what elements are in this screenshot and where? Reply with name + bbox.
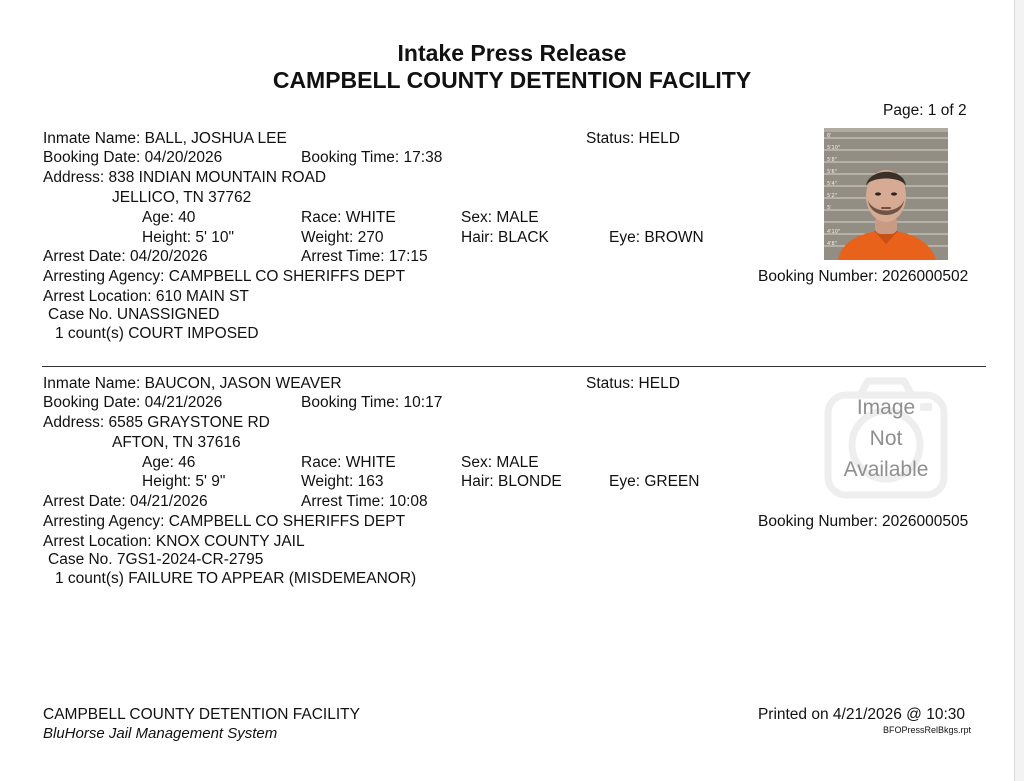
no-image-text: Image: [856, 396, 916, 419]
arresting-agency: Arresting Agency: CAMPBELL CO SHERIFFS DEPT: [43, 268, 406, 285]
address: Address: 6585 GRAYSTONE RD: [43, 414, 270, 431]
facility-title: CAMPBELL COUNTY DETENTION FACILITY: [272, 67, 752, 93]
ruler-mark: 5'2": [827, 193, 838, 199]
arresting-agency: Arresting Agency: CAMPBELL CO SHERIFFS DEPT: [43, 513, 406, 530]
weight: Weight: 270: [301, 229, 384, 246]
height: Height: 5' 10": [142, 229, 235, 246]
city-state-zip: JELLICO, TN 37762: [112, 189, 252, 206]
no-image-text: Not: [869, 427, 903, 450]
eye: Eye: BROWN: [609, 229, 704, 246]
ruler-mark: 5'6": [827, 169, 838, 175]
weight: Weight: 163: [301, 473, 384, 490]
address: Address: 838 INDIAN MOUNTAIN ROAD: [43, 169, 327, 186]
status: Status: HELD: [586, 375, 680, 392]
hair: Hair: BLONDE: [461, 473, 562, 490]
arrest-time: Arrest Time: 10:08: [301, 493, 428, 510]
ruler-mark: 5'10": [827, 145, 841, 151]
report-filename: BFOPressRelBkgs.rpt: [882, 725, 971, 735]
charge: 1 count(s) FAILURE TO APPEAR (MISDEMEANOR): [55, 570, 417, 587]
booking-time: Booking Time: 17:38: [301, 149, 443, 166]
inmate-name: Inmate Name: BALL, JOSHUA LEE: [43, 130, 287, 147]
arrest-time: Arrest Time: 17:15: [301, 248, 428, 265]
race: Race: WHITE: [301, 454, 396, 471]
no-image-text: Available: [843, 458, 929, 481]
age: Age: 46: [142, 454, 196, 471]
ruler-mark: 6': [827, 133, 832, 139]
ruler-mark: 5'8": [827, 157, 838, 163]
case-number: Case No. 7GS1-2024-CR-2795: [48, 551, 264, 568]
case-number: Case No. UNASSIGNED: [48, 306, 220, 323]
arrest-location: Arrest Location: KNOX COUNTY JAIL: [43, 533, 305, 550]
footer-system: BluHorse Jail Management System: [43, 725, 278, 742]
page-indicator: Page: 1 of 2: [883, 102, 967, 119]
ruler-mark: 4'8": [827, 241, 838, 247]
printed-timestamp: Printed on 4/21/2026 @ 10:30: [757, 706, 965, 723]
arrest-date: Arrest Date: 04/21/2026: [43, 493, 208, 510]
race: Race: WHITE: [301, 209, 396, 226]
record-divider: [42, 366, 986, 367]
booking-number: Booking Number: 2026000505: [758, 513, 969, 530]
page-edge: [1014, 0, 1024, 781]
booking-number: Booking Number: 2026000502: [758, 268, 969, 285]
status: Status: HELD: [586, 130, 680, 147]
sex: Sex: MALE: [461, 209, 539, 226]
ruler-mark: 5'4": [827, 181, 838, 187]
height: Height: 5' 9": [142, 473, 226, 490]
booking-time: Booking Time: 10:17: [301, 394, 443, 411]
age: Age: 40: [142, 209, 196, 226]
arrest-location: Arrest Location: 610 MAIN ST: [43, 288, 249, 305]
hair: Hair: BLACK: [461, 229, 549, 246]
mugshot-image: [824, 128, 948, 260]
booking-date: Booking Date: 04/21/2026: [43, 394, 223, 411]
report-title: Intake Press Release: [397, 40, 627, 66]
booking-date: Booking Date: 04/20/2026: [43, 149, 223, 166]
inmate-name: Inmate Name: BAUCON, JASON WEAVER: [43, 375, 342, 392]
sex: Sex: MALE: [461, 454, 539, 471]
ruler-mark: 5': [827, 205, 832, 211]
charge: 1 count(s) COURT IMPOSED: [55, 325, 259, 342]
eye: Eye: GREEN: [609, 473, 700, 490]
footer-facility: CAMPBELL COUNTY DETENTION FACILITY: [43, 706, 360, 723]
city-state-zip: AFTON, TN 37616: [112, 434, 241, 451]
ruler-mark: 4'10": [827, 229, 841, 235]
arrest-date: Arrest Date: 04/20/2026: [43, 248, 208, 265]
booking-photo: [824, 128, 948, 260]
